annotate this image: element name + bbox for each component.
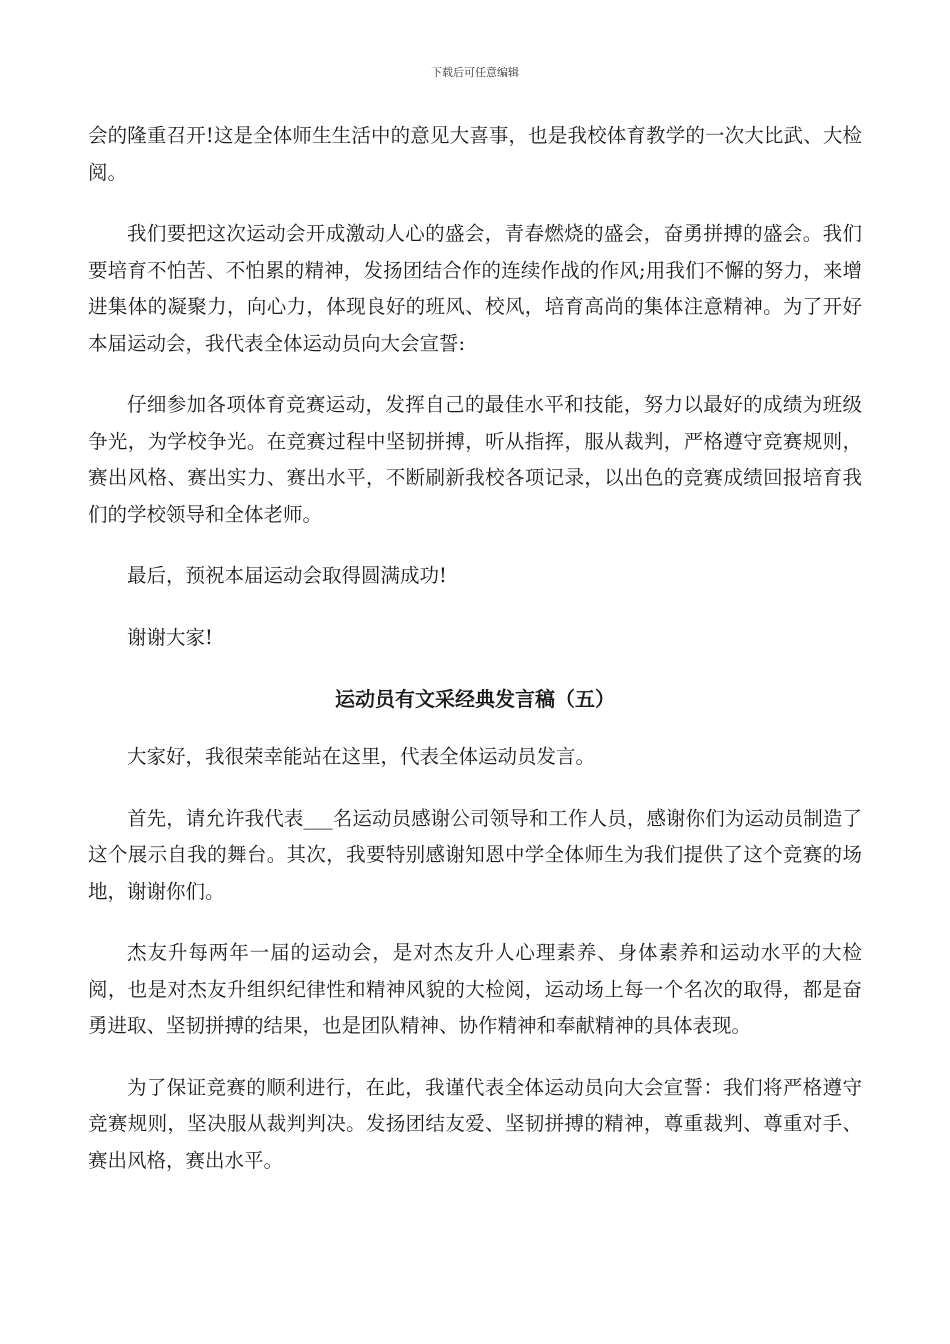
paragraph: 首先，请允许我代表___名运动员感谢公司领导和工作人员，感谢你们为运动员制造了这个展示自我的舞台。其次，我要特别感谢知恩中学全体师生为我们提供了这个竞赛的场地，谢谢你们。 (88, 806, 862, 903)
paragraph: 杰友升每两年一届的运动会，是对杰友升人心理素养、身体素养和运动水平的大检阅，也是对杰友升组织纪律性和精神风貌的大检阅，运动场上每一个名次的取得，都是奋勇进取、坚韧拼搏的结果，也是团队精神、协作精神和奉献精神的具体表现。 (88, 941, 862, 1037)
paragraph: 谢谢大家! (127, 625, 213, 649)
page-header: 下载后可任意编辑 (431, 66, 519, 79)
paragraph: 仔细参加各项体育竞赛运动，发挥自己的最佳水平和技能，努力以最好的成绩为班级争光，为学校争光。在竞赛过程中坚韧拼搏，听从指挥，服从裁判，严格遵守竞赛规则，赛出风格、赛出实力、赛出水平，不断刷新我校各项记录，以出色的竞赛成绩回报培育我们的学校领导和全体老师。 (88, 393, 862, 526)
section-title: 运动员有文采经典发言稿（五） (335, 687, 615, 711)
paragraph: 会的隆重召开!这是全体师生生活中的意见大喜事，也是我校体育教学的一次大比武、大检阅。 (88, 124, 862, 184)
paragraph: 我们要把这次运动会开成激动人心的盛会，青春燃烧的盛会，奋勇拼搏的盛会。我们要培育不怕苦、不怕累的精神，发扬团结合作的连续作战的作风;用我们不懈的努力，来增进集体的凝聚力，向心力，体现良好的班风、校风，培育高尚的集体注意精神。为了开好本届运动会，我代表全体运动员向大会宣誓: (88, 222, 862, 355)
document-body (88, 118, 862, 1204)
paragraph: 大家好，我很荣幸能站在这里，代表全体运动员发言。 (127, 745, 596, 768)
paragraph: 最后，预祝本届运动会取得圆满成功! (127, 564, 447, 587)
paragraph: 为了保证竞赛的顺利进行，在此，我谨代表全体运动员向大会宣誓：我们将严格遵守竞赛规则，坚决服从裁判判决。发扬团结友爱、坚韧拼搏的精神，尊重裁判、尊重对手、赛出风格，赛出水平。 (88, 1075, 862, 1172)
